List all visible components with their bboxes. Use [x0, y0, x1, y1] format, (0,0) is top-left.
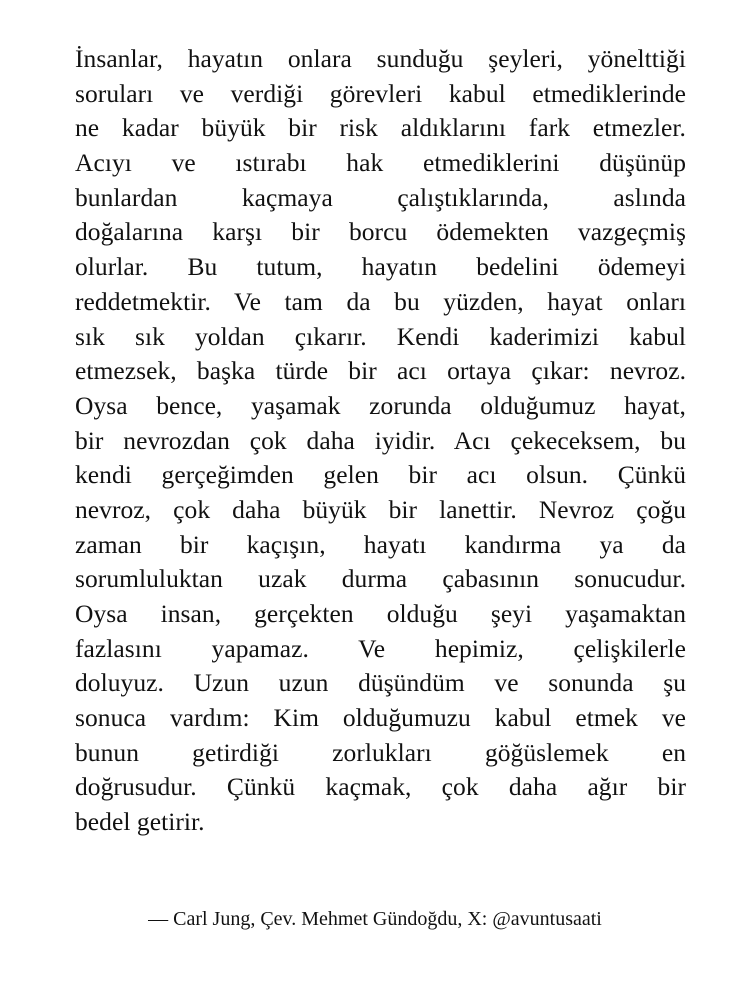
- quote-line: bir nevrozdan çok daha iyidir. Acı çekeceksem, bu: [75, 425, 686, 455]
- quote-line: zaman bir kaçışın, hayatı kandırma ya da: [75, 529, 686, 559]
- quote-line: fazlasını yapamaz. Ve hepimiz, çelişkilerle: [75, 633, 686, 663]
- quote-line: bunlardan kaçmaya çalıştıklarında, aslında: [75, 182, 686, 212]
- quote-line: İnsanlar, hayatın onlara sunduğu şeyleri, yönelttiği: [75, 44, 686, 73]
- quote-line: etmezsek, başka türde bir acı ortaya çıkar: nevroz.: [75, 356, 686, 386]
- quote-line: reddetmektir. Ve tam da bu yüzden, hayat onları: [75, 286, 686, 316]
- attribution: — Carl Jung, Çev. Mehmet Gündoğdu, X: @avuntusaati: [148, 908, 602, 930]
- quote-text: [75, 42, 686, 840]
- quote-line: sonuca vardım: Kim olduğumuzu kabul etmek ve: [75, 703, 686, 733]
- quote-line: Oysa bence, yaşamak zorunda olduğumuz hayat,: [75, 390, 686, 420]
- quote-line: kendi gerçeğimden gelen bir acı olsun. Çünkü: [75, 460, 686, 490]
- quote-line: doğrusudur. Çünkü kaçmak, çok daha ağır bir: [75, 772, 686, 802]
- quote-line-last: bedel getirir.: [75, 807, 205, 837]
- quote-line: sorumluluktan uzak durma çabasının sonucudur.: [75, 564, 686, 594]
- quote-line: Oysa insan, gerçekten olduğu şeyi yaşamaktan: [75, 599, 686, 628]
- quote-line: Acıyı ve ıstırabı hak etmediklerini düşünüp: [75, 148, 686, 178]
- quote-line: bunun getirdiği zorlukları göğüslemek en: [75, 737, 686, 767]
- quote-line: ne kadar büyük bir risk aldıklarını fark etmezler.: [75, 113, 686, 143]
- quote-line: nevroz, çok daha büyük bir lanettir. Nevroz çoğu: [75, 494, 686, 524]
- quote-line: olurlar. Bu tutum, hayatın bedelini ödemeyi: [75, 252, 686, 282]
- quote-line: soruları ve verdiği görevleri kabul etmediklerinde: [75, 78, 686, 108]
- quote-line: doğalarına karşı bir borcu ödemekten vazgeçmiş: [75, 217, 686, 247]
- quote-line: sık sık yoldan çıkarır. Kendi kaderimizi kabul: [75, 321, 686, 351]
- quote-line: doluyuz. Uzun uzun düşündüm ve sonunda şu: [75, 668, 686, 698]
